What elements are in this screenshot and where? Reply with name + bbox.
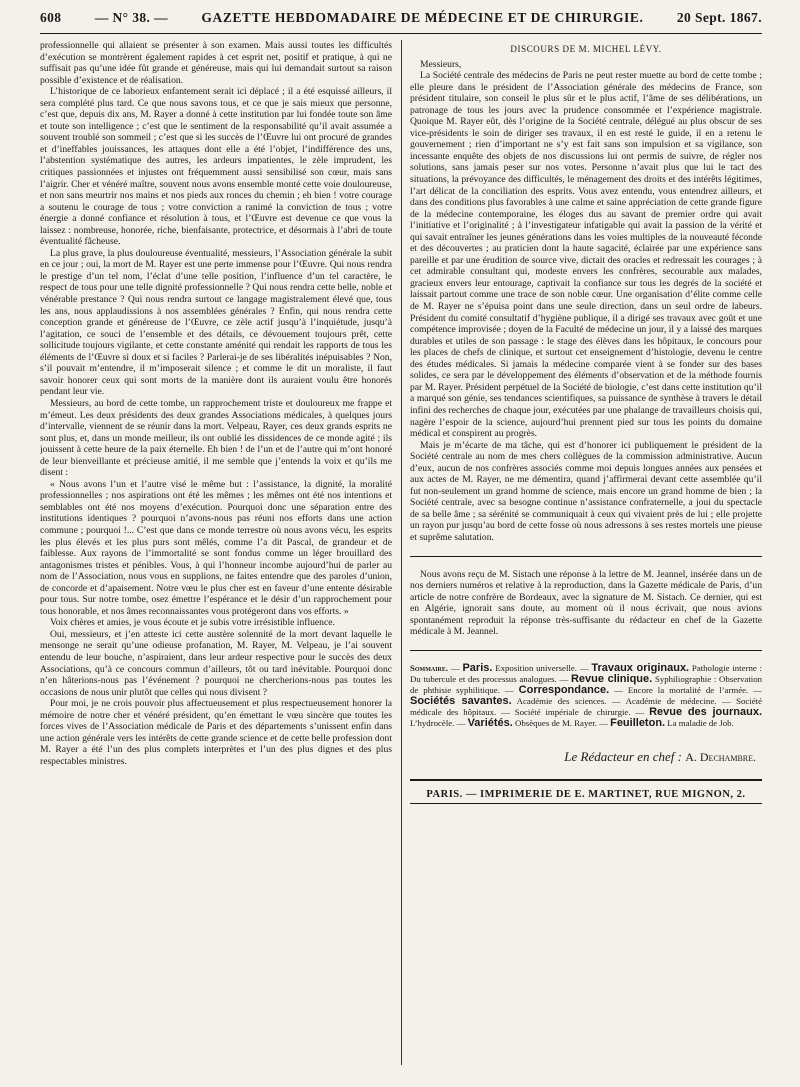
toc-heading: Paris. [462,661,493,674]
paragraph: Mais je m’écarte de ma tâche, qui est d’honorer ici publiquement le président de la Société centrale au nom de mes chers collègues de la commission administrative. Aucun d’eux, aucun de nos confrères associés comme moi depuis longues années aux pensées et aux actes de M. Rayer, ne me démentira, quand j’affirmerai devant cette assemblée qu’il fut non-seulement un grand homme de science, mais encore un grand homme de bien ; la Société centrale, avec sa besogne continue n’assistance confraternelle, a joui du spectacle de sa belle âme ; sa sérénité se communiquait à ceux qui vivaient près de lui ; elle projette un rayon pur jusqu’au bord de cette fosse où nous adressons à ses restes mortels une pieuse et suprême salutation. [410,439,762,543]
toc-text: Pathologie interne : Du tubercule et des processus analogues. — [410,662,762,684]
page-number: 608 [40,10,62,25]
section-divider [410,556,762,557]
right-column [410,40,762,1070]
toc-text: La maladie de Job. [667,717,734,728]
salutation: Messieurs, [420,58,462,70]
toc-text: Académie des sciences. — Académie de médecine. — Société médicale des hôpitaux. — Société impériale de chirurgie. — [410,695,762,717]
paragraph: Messieurs, au bord de cette tombe, un rapprochement triste et douloureux me frappe et m’émeut. Les deux présidents des deux grandes Associations médicales, à quelques jours d’intervalle, viennent de se réunir dans la mort. Velpeau, Rayer, ces deux grands esprits ne sont plus, et, dans un monde meilleur, ils ont oublié les dissidences de ce monde agité ; ils jouissent à cette heure de la paix éternelle. Eh bien ! de l’un et de l’autre qui m’ont honoré de leur bienveillante et précieuse amitié, il me semble que j’entends la voix et qu’ils me disent : [40,397,392,479]
toc-text: Syphiliographie : Observation de phthisie syphilitique. — [410,673,762,695]
left-column [40,40,392,1070]
section-divider [410,650,762,651]
page-header [40,10,762,34]
paragraph: Oui, messieurs, et j’en atteste ici cette austère solennité de la mort devant laquelle le mensonge ne serait qu’une odieuse profanation, M. Rayer, M. Velpeau, je l’ai souvent entendu de leur bouche, n’aspiraient, dans leur ardeur respective pour le succès des deux Associations, qu’à ce concours commun d’ailleurs, tôt ou tard inévitable. Pourquoi donc n’en hâterions-nous pas l’événement ? pourquoi ne chercherions-nous pas toutes les occasions de nous unir plutôt que celles qui nous divisent ? [40,628,392,698]
paragraph: professionnelle qui allaient se présenter à son examen. Mais aussi toutes les difficultés d’exécution se montrèrent également rapides à cet esprit net, positif et pratique, à qui ne suffisait pas qu’une idée fût grande et généreuse, mais qui lui demandait surtout sa raison possible d’existence et de réalisation. [40,40,392,86]
toc-text: Obsèques de M. Rayer. — [515,717,608,728]
toc-heading: Travaux originaux. [591,661,690,674]
toc-heading: Correspondance. [518,683,610,696]
editor-signature [410,748,762,764]
paragraph: Voix chères et amies, je vous écoute et je subis votre irrésistible influence. [50,617,335,629]
toc-heading: Revue des journaux. [649,705,762,718]
toc-heading: Variétés. [467,716,513,729]
printer-imprint: PARIS. — IMPRIMERIE DE E. MARTINET, RUE MIGNON, 2. [410,779,762,801]
paragraph: La plus grave, la plus douloureuse éventualité, messieurs, l’Association générale la subit en ce jour ; oui, la mort de M. Rayer est une perte immense pour l’Œuvre. Qui nous rendra le prestige d’un tel nom, l’éclat d’une telle position, l’influence d’un tel caractère, le respect de tous pour une telle dignité professionnelle ? Qui nous rendra cette belle, noble et vénérable prestance ? Qui nous rendra surtout ce langage magistralement élevé que, tous les ans, nous applaudissions à nos assemblées générales ? Enfin, qui nous rendra cette conception grande et généreuse de l’Œuvre, ce zèle actif jusqu’à l’inquiétude, jusqu’à l’agitation, ce souci de l’ensemble et des détails, ce dévouement toujours prêt, cette sollicitude toujours vigilante, et cette constante aménité qui rendait les rapports de tous les éléments de l’Œuvre si doux et si faciles ? Parlerai-je de ses libéralités inépuisables ? Non, s’il pouvait m’entendre, il m’imposerait silence ; et comme le dit un moraliste, il faut savoir honorer ceux qui sont morts de la manière dont ils auraient voulu être honorés pendant leur vie. [40,247,392,398]
paragraph: L’historique de ce laborieux enfantement serait ici déplacé ; il a été esquissé ailleurs, il sera complété plus tard. Ce que nous savons tous, et ce que je sais mieux que personne, c’est que, depuis dix ans, M. Rayer a donné à cette institution par lui fondée toute son âme et toute son intelligence ; c’est que le sentiment de la responsabilité qu’il avait assumée a souvent troublé son sommeil ; c’est que si les succès de l’Œuvre lui ont procuré de grandes et d’ineffables jouissances, les attaques dont elle a été l’objet, l’indifférence des uns, l’abstention systématique des autres, les ardeurs impatientes, le zèle imprudent, les critiques passionnées et injustes ont fréquemment aussi sensibilisé son cœur, mais sans l’aigrir. Cher et vénéré maître, souvent nous avons ensemble monté cette voie douloureuse, et non sans meurtrir nos mains et nos pieds aux ronces du chemin ; eh bien ! votre courage a soutenu le courage de tous ; votre conviction a ranimé la conviction de tous ; votre énergie a donné confiance et résolution à tous, et l’Œuvre est devenue ce que vous la laissez : nombreuse, honorée, riche, bienfaisante, protectrice, et désormais à l’abri de toute éventualité fâcheuse. [40,86,392,248]
column-divider [401,40,402,1065]
speech-title: DISCOURS DE M. MICHEL LÉVY. [510,44,662,54]
journal-title: GAZETTE HEBDOMADAIRE DE MÉDECINE ET DE CHIRURGIE. [201,10,644,25]
newspaper-page [40,10,762,1080]
signature-name: A. Dechambre. [685,749,756,764]
paragraph: La Société centrale des médecins de Paris ne peut rester muette au bord de cette tombe ; elle pleure dans le président de l’Association générale des médecins de France, son président titulaire, son conseil le plus sûr et le plus actif, l’âme de ses délibérations, un patronage de tous les jours avec la prudence consommée et l’expérience magistrale. Quoique M. Rayer eût, dès l’origine de la Société centrale, délégué au plus obscur de ses vice-présidents le soin de diriger ses travaux, il en est resté le guide, il en a retenu le gouvernement ; rien d’important ne s’y est fait sans son impulsion et sa vigilance, son incessante enquête des objets de nos discussions lui ont permis de suivre, de régler nos solutions, sans jamais peser sur nos votes. Personne n’avait plus que lui le tact des situations, la prévoyance des difficultés, le ménagement des droits et des intérêts légitimes, l’art délicat de la conciliation des esprits. Vous avez entendu, vous entendrez ailleurs, et dans des conditions plus favorables à une calme et saine appréciation de cette grande figure de la médecine contemporaine, les éloges dus au savant de premier ordre qui avait l’initiative et l’originalité ; à l’investigateur infatigable qui avait la passion de la vérité et qui savait entraîner les jeunes générations dans les voies multiples de la nouveauté féconde et des découvertes ; au praticien dont la haute sagacité, éclairée par une expérience sans pareille et par une érudition de source vive, dictait des oracles et redressait les courages ; à cet admirable consultant qui, modeste envers les confrères, secourable aux malades, gracieux envers leur entourage, captivait la confiance sur tous les degrés de la société et laissait partout comme une trace de son noble cœur. Une organisation d’élite comme celle de M. Rayer ne s’épuisa point dans une seule direction, dans un seul ordre de labeurs. Président du comité consultatif d’hygiène publique, il a dirigé ses travaux avec goût et une compétence improvisée ; doyen de la Faculté de médecine un jour, il y a laissé des marques durables et utiles de son passage : le stage des élèves dans les hôpitaux, le concours pour les places de chefs de clinique, et surtout cet enseignement d’histologie, devenu le centre des études médicales. Si jamais la médecine comparée vient à se fonder sur des bases solides, ce sera par le développement des éléments d’observation et de la méthode fournis par M. Rayer. Président perpétuel de la Société de biologie, c’est dans cette institution qu’il a marqué son génie, ses tendances scientifiques, sa puissance de synthèse à travers le détail infini des recherches de chaque jour, exécutées par une phalange de travailleurs choisis qui, nagère l’espoir de la science, aujourd’hui prennent pied sur tous les points du domaine médical et conspirent au progrès. [410,70,762,440]
toc-text: Exposition universelle. — [495,662,589,673]
imprint-rule [410,803,762,804]
columns [40,40,762,1070]
sommaire-label: Sommaire. [410,662,449,673]
signature-label: Le Rédacteur en chef : [564,748,682,764]
toc-text: — Encore la mortalité de l’armée. — [614,684,762,695]
table-of-contents: Sommaire. — Paris. Exposition universelle. — Travaux originaux. Pathologie interne : Du tubercule et des processus analogues. — Revue clinique. Syphiliographie : Observation de phthisie syphilitique. — Correspondance. — Encore la mortalité de l’armée. — Sociétés savantes. Académie des sciences. — Académie de médecine. — Société médicale des hôpitaux. — Société impériale de chirurgie. — Revue des journaux. L’hydrocèle. — Variétés. Obsèques de M. Rayer. — Feuilleton. La maladie de Job. [410,661,762,729]
paragraph: « Nous avons l’un et l’autre visé le même but : l’assistance, la dignité, la moralité professionnelles ; nos aspirations ont été les mêmes ; les mêmes ont été nos intentions et semblables ont été nos moyens d’exécution. Pourquoi donc une séparation entre des institutions identiques ? pourquoi n’avons-nous pas réuni nos efforts dans une action commune ; pourquoi !... C’est que dans ce monde terrestre où nous avons vécu, les esprits les plus élevés et les plus purs sont mêlés, comme l’a dit Pascal, de grandeur et de faiblesse. Aux rayons de l’immortalité se sont fondus comme un léger brouillard des antagonismes tristes et pénibles. Vous, à qui l’honneur incombe aujourd’hui de parler au nom de l’Association, nous vous en supplions, ne faites entendre que des paroles d’union, de concorde et d’apaisement. Notre vœu le plus cher est en faveur d’une entente désirable pour tous. Sur notre tombe, osez émettre l’espérance et le désir d’un rapprochement pour tous honorable, et nos âmes reconnaissantes vous protégeront dans vos efforts. » [40,478,392,617]
toc-text: L’hydrocèle. — [410,717,466,728]
toc-heading: Feuilleton. [610,716,666,729]
issue-date: 20 Sept. 1867. [676,10,762,25]
toc-heading: Sociétés savantes. [410,694,512,707]
notice-paragraph: Nous avons reçu de M. Sistach une réponse à la lettre de M. Jeannel, insérée dans un de nos derniers numéros et relative à la reproduction, dans la Gazette médicale de Paris, d’un article de notre confrère de Bordeaux, avec la signature de M. Sistach. Ce dernier, qui est en Algérie, ignorait sans doute, au moment où il nous écrivait, que nous avions spontanément reproduit la réponse très-suffisante du rédacteur en chef de la Gazette médicale à M. Jeannel. [410,568,762,638]
issue-number: — N° 38. — [94,10,168,25]
paragraph: Pour moi, je ne crois pouvoir plus affectueusement et plus respectueusement honorer la mémoire de notre cher et vénéré président, qu’en émettant le vœu sincère que toutes les forces vives de l’Association médicale de Paris et des départements s’unissent enfin dans une action générale vers les intérêts de cette grande science et de cette belle profession dont M. Rayer a été l’un des plus complets interprètes et l’un des plus dignes et des plus respectables ministres. [40,698,392,767]
toc-heading: Revue clinique. [570,672,653,685]
